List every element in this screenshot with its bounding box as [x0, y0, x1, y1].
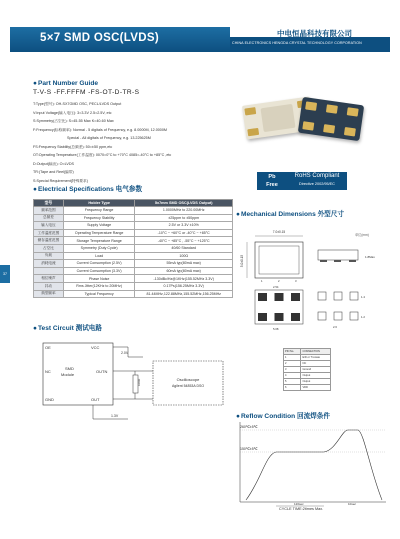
part-number-heading-text: Part Number Guide	[37, 80, 99, 87]
bottom-pad	[275, 313, 284, 321]
spec-cell: Current Consumption (2.5V)	[63, 260, 135, 268]
spec-row	[34, 207, 233, 215]
spec-header-row	[34, 200, 233, 207]
vcc-label: VCC	[91, 345, 100, 350]
spec-row	[34, 267, 233, 275]
pin-number: 3	[295, 279, 297, 283]
spec-cell: 相位噪声	[34, 275, 64, 283]
pin-cell: VDD	[301, 385, 331, 391]
spec-cell: -40°C ~ +85°C , -55°C ~ +125°C	[135, 237, 233, 245]
reflow-heading: ●Reflow Condition 回流焊条件	[236, 413, 330, 420]
bottom-pad	[291, 313, 300, 321]
dim-pitch: 2.54	[273, 285, 279, 289]
nc-label: NC	[45, 369, 51, 374]
pin-number: 2	[278, 279, 280, 283]
pn-line: D:Output(输出): O=LVDS	[33, 161, 75, 166]
pn-line: F:Frequency(标称频率): Normal - 5 digitals of Frequency, e.g. 8.0000M, 12.0000M	[33, 127, 167, 132]
oscilloscope-box	[153, 361, 223, 405]
voltage-2v: 2.0V	[121, 351, 129, 355]
spec-cell: Frequency Range	[63, 207, 135, 215]
spec-cell: ±25ppm to ±50ppm	[135, 214, 233, 222]
test-circuit-diagram	[33, 335, 228, 435]
pb-label: Pb	[268, 174, 276, 180]
spec-cell: 输入电压	[34, 222, 64, 230]
side-pad	[334, 260, 341, 262]
pin-cell: E/D or Tri-state	[301, 355, 331, 361]
pin-cell: 4	[284, 373, 301, 379]
pin-cell: Output	[301, 373, 331, 379]
spec-cell: 抖动	[34, 282, 64, 290]
chip-pad	[344, 127, 356, 136]
smd-module-box	[43, 343, 113, 405]
spec-cell: Load	[63, 252, 135, 260]
package-lid-outline	[259, 246, 299, 274]
test-circuit-heading-text: Test Circuit 测试电路	[37, 325, 102, 332]
part-number-heading: ●Part Number Guide	[33, 80, 99, 87]
electrical-spec-table	[33, 199, 233, 298]
mechanical-heading: ●Mechanical Dimensions 外型尺寸	[236, 211, 344, 218]
part-number-lines	[33, 100, 233, 185]
land-pad	[318, 312, 326, 320]
pin-cell: 5	[284, 379, 301, 385]
spec-cell: Frequency Stability	[63, 214, 135, 222]
dim-span: 5.08	[273, 327, 279, 331]
dim-width: 5.0±0.15	[240, 254, 244, 268]
oscilloscope-label: Oscilloscope	[176, 377, 200, 382]
spec-cell: 储存温度范围	[34, 237, 64, 245]
dim-land-gap: 2.6	[333, 325, 337, 329]
bottom-pad	[258, 293, 267, 301]
oscilloscope-model: Agilent 54853A DSO	[171, 384, 205, 388]
out-label: OUT	[91, 397, 100, 402]
spec-row	[34, 275, 233, 283]
dim-length: 7.0±0.15	[272, 230, 286, 234]
rohs-label: RoHS Compliant	[294, 173, 340, 179]
test-circuit-heading: ●Test Circuit 测试电路	[33, 325, 102, 332]
part-number-code: T-V-S -FF.FFFM -FS-OT-D-TR-S	[33, 89, 140, 96]
spec-cell: 典型频率	[34, 290, 64, 298]
side-pad	[349, 260, 356, 262]
spec-cell: 频率范围	[34, 207, 64, 215]
spec-row	[34, 260, 233, 268]
pin-cell: Output	[301, 379, 331, 385]
reflow-peak-temp: 260℃±5℃	[240, 425, 258, 429]
spec-cell: 负载	[34, 252, 64, 260]
pin-cell: 2	[284, 361, 301, 367]
side-pad	[320, 260, 327, 262]
smd-label: SMD	[65, 366, 74, 371]
spec-cell: 55mA typ(80mA max)	[135, 260, 233, 268]
reflow-preheat-duration: 120sec	[294, 502, 304, 506]
spec-cell: 占空比	[34, 244, 64, 252]
reflow-cycle-time: CYCLE TIME:2times Max.	[279, 507, 324, 511]
reflow-preheat-temp: 150℃±5℃	[240, 447, 258, 451]
electrical-spec-heading: ●Electrical Specifications 电气参数	[33, 186, 143, 193]
pn-line: FS:Frequency Stability(总频差): 50=±50 ppm,etc	[33, 144, 113, 149]
rohs-directive: Directive 2002/95/EC	[299, 182, 335, 186]
pn-line: S:Symmetry(占空比): S=45-55 Max K=40-60 Max	[33, 119, 114, 123]
pin-cell: Ground	[301, 367, 331, 373]
pn-line: S:Special Requirement(特殊要求)	[33, 178, 88, 183]
spec-header-cell: 5x7mm SMD OSC(LVDS Output)	[135, 200, 233, 207]
pin-header-cell: PIN No.	[284, 349, 301, 355]
spec-cell: -130dBc/Hz@1KHz(155.52MHz 3.3V)	[135, 275, 233, 283]
company-name-cn: 中电恒晶科技有限公司	[277, 29, 352, 38]
spec-cell: 0.17Ps(156.25MHz 3.3V)	[135, 282, 233, 290]
pin-cell: 6	[284, 385, 301, 391]
chip-pad	[305, 101, 317, 110]
pn-line: T:Type(型号): OH-SX7GMD OSC, PECL/LVDS Output	[33, 102, 122, 106]
gnd-label: GND	[45, 397, 54, 402]
pin-header-cell: CONNECTION	[301, 349, 331, 355]
free-label: Free	[266, 182, 278, 188]
reflow-peak-duration: 10sec	[348, 502, 357, 506]
spec-row	[34, 214, 233, 222]
reflow-curve	[246, 430, 382, 500]
outn-label: OUTN	[96, 369, 108, 374]
chip-pad	[247, 128, 259, 136]
dim-pad-h: 1.2	[361, 315, 365, 319]
bottom-pad	[291, 293, 300, 301]
spec-cell: 60mA typ(80mA max)	[135, 267, 233, 275]
mechanical-drawing	[233, 218, 393, 348]
dim-pad-w: 1.4	[361, 295, 365, 299]
spec-cell: Supply Voltage	[63, 222, 135, 230]
spec-row	[34, 290, 233, 298]
spec-header-cell: Holder Type	[63, 200, 135, 207]
pn-line: TR:(Tape and Reel(编带)	[33, 170, 74, 174]
spec-cell: Typical Frequency	[63, 290, 135, 298]
spec-cell: Symmetry (Duty Cycle)	[63, 244, 135, 252]
spec-cell: 100Ω	[135, 252, 233, 260]
spec-cell: -10°C ~ +60°C or -40°C ~ +85°C	[135, 229, 233, 237]
spec-row	[34, 222, 233, 230]
spec-cell: Current Consumption (3.3V)	[63, 267, 135, 275]
pin-row	[284, 385, 331, 391]
reflow-heading-text: Reflow Condition 回流焊条件	[240, 413, 330, 420]
spec-header-cell: 型号	[34, 200, 64, 207]
resistor-label: 100Ω	[137, 378, 141, 386]
spec-cell: 工作温度范围	[34, 229, 64, 237]
spec-cell: 消耗电流	[34, 260, 64, 268]
voltage-1v3: 1.3V	[111, 414, 119, 418]
bottom-pad	[275, 293, 284, 301]
spec-cell: Phase Noise	[63, 275, 135, 283]
chip-pad	[244, 107, 256, 115]
product-photo-bottom	[298, 97, 364, 141]
spec-row	[34, 229, 233, 237]
spec-row	[34, 282, 233, 290]
pn-line: OT:Operating Temperature(工作温度): 0070=0°C to +70°C 4085=-40°C to +85°C ,etc	[33, 153, 172, 157]
spec-row	[34, 252, 233, 260]
package-top-view	[255, 242, 303, 278]
land-pad	[350, 312, 358, 320]
spec-cell: Operating Temperature Range	[63, 229, 135, 237]
spec-cell: 40/60 Standard	[135, 244, 233, 252]
land-pad	[318, 292, 326, 300]
chip-pad	[326, 104, 338, 113]
module-label: Module	[61, 372, 75, 377]
land-pad	[334, 292, 342, 300]
bottom-pad	[258, 313, 267, 321]
unit-note: 单位(mm)	[355, 233, 369, 237]
spec-cell: 81.44MHz,122.88MHz,155.52MHz,156.25MHz	[135, 290, 233, 298]
pin-number: 1	[261, 279, 263, 283]
spec-cell: Rms Jitter(12KHz to 20MHz)	[63, 282, 135, 290]
spec-cell: Storage Temperature Range	[63, 237, 135, 245]
page-side-tab: 37	[0, 265, 10, 283]
oe-label: OE	[45, 345, 51, 350]
company-name-en: CHINA ELECTRONICS HENGDA CRYSTAL TECHNOLOGY CORPORATION	[232, 41, 362, 45]
land-pad	[350, 292, 358, 300]
package-side-view	[318, 250, 358, 260]
spec-row	[34, 237, 233, 245]
chip-pad	[302, 121, 314, 130]
chip-pad	[323, 124, 335, 133]
spec-cell: 2.5V or 3.3V ±10%	[135, 222, 233, 230]
pin-cell: 3	[284, 367, 301, 373]
rohs-badge	[287, 172, 347, 190]
spec-row	[34, 244, 233, 252]
spec-cell: 总频差	[34, 214, 64, 222]
land-pad	[334, 312, 342, 320]
mechanical-heading-text: Mechanical Dimensions 外型尺寸	[240, 211, 344, 218]
pb-free-badge	[257, 172, 287, 190]
chip-pad	[347, 107, 359, 116]
chip-lid	[260, 104, 295, 132]
electrical-spec-heading-text: Electrical Specifications 电气参数	[37, 186, 143, 193]
pn-line: Special - All digitals of Frequency, e.g. 13.225625M	[67, 136, 151, 140]
spec-cell: 1.0000MHz to 220.00MHz	[135, 207, 233, 215]
dim-height: 1.8Max	[365, 255, 375, 259]
pin-cell: 1	[284, 355, 301, 361]
page-title: 5×7 SMD OSC(LVDS)	[40, 32, 159, 44]
pin-connection-table	[283, 348, 331, 391]
spec-cell	[34, 267, 64, 275]
pin-cell: NC	[301, 361, 331, 367]
pn-line: V:Input Voltage(输入电压): 3=3.3V 2.5=2.5V, etc	[33, 110, 112, 115]
reflow-profile-chart	[236, 420, 396, 530]
